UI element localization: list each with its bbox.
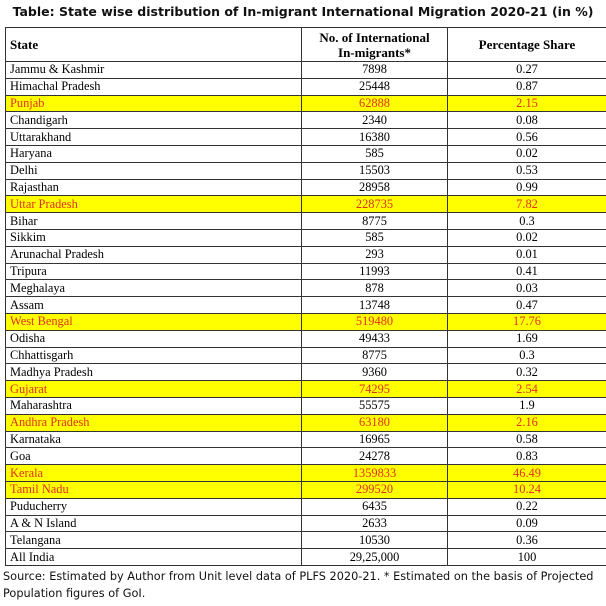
table-row <box>6 263 606 280</box>
table-row <box>6 95 606 112</box>
cell-state: Madhya Pradesh <box>6 364 302 381</box>
cell-count: 6435 <box>302 498 448 515</box>
cell-share: 2.16 <box>448 414 606 431</box>
cell-share: 0.02 <box>448 145 606 162</box>
table-row <box>6 465 606 482</box>
cell-share: 17.76 <box>448 313 606 330</box>
cell-count: 519480 <box>302 313 448 330</box>
cell-share: 2.54 <box>448 381 606 398</box>
header-count-line1: No. of International <box>319 29 430 45</box>
table-row <box>6 213 606 230</box>
cell-count: 13748 <box>302 297 448 314</box>
header-count-line2: In-migrants* <box>338 44 411 60</box>
table-row <box>6 297 606 314</box>
header-count <box>302 28 448 62</box>
source-note <box>3 568 606 602</box>
table-row <box>6 78 606 95</box>
table-row <box>6 347 606 364</box>
cell-state: Haryana <box>6 145 302 162</box>
cell-count: 8775 <box>302 347 448 364</box>
cell-count: 24278 <box>302 448 448 465</box>
cell-state: Meghalaya <box>6 280 302 297</box>
table-row <box>6 196 606 213</box>
table-row <box>6 414 606 431</box>
cell-share: 0.56 <box>448 129 606 146</box>
cell-state: Kerala <box>6 465 302 482</box>
table-row <box>6 313 606 330</box>
table-row <box>6 246 606 263</box>
cell-state: Punjab <box>6 95 302 112</box>
cell-state: Goa <box>6 448 302 465</box>
migration-table <box>5 27 606 566</box>
cell-state: Bihar <box>6 213 302 230</box>
cell-share: 0.99 <box>448 179 606 196</box>
cell-count: 2633 <box>302 515 448 532</box>
cell-share: 0.83 <box>448 448 606 465</box>
cell-state: Maharashtra <box>6 397 302 414</box>
cell-share: 0.03 <box>448 280 606 297</box>
cell-state: Telangana <box>6 532 302 549</box>
header-state: State <box>6 28 302 62</box>
cell-share: 1.69 <box>448 330 606 347</box>
cell-count: 2340 <box>302 112 448 129</box>
cell-count: 29,25,000 <box>302 549 448 566</box>
cell-count: 15503 <box>302 162 448 179</box>
cell-share: 0.08 <box>448 112 606 129</box>
cell-share: 0.87 <box>448 78 606 95</box>
cell-count: 63180 <box>302 414 448 431</box>
cell-share: 0.53 <box>448 162 606 179</box>
cell-share: 7.82 <box>448 196 606 213</box>
cell-share: 0.09 <box>448 515 606 532</box>
cell-state: Andhra Pradesh <box>6 414 302 431</box>
cell-count: 878 <box>302 280 448 297</box>
cell-state: Assam <box>6 297 302 314</box>
cell-state: Jammu & Kashmir <box>6 62 302 79</box>
cell-share: 0.36 <box>448 532 606 549</box>
cell-state: Tamil Nadu <box>6 481 302 498</box>
source-line-1: Source: Estimated by Author from Unit level data of PLFS 2020-21. * Estimated on the basis of Projected <box>3 570 594 583</box>
cell-state: Uttarakhand <box>6 129 302 146</box>
cell-count: 28958 <box>302 179 448 196</box>
cell-share: 1.9 <box>448 397 606 414</box>
table-row <box>6 129 606 146</box>
cell-share: 0.41 <box>448 263 606 280</box>
cell-state: Puducherry <box>6 498 302 515</box>
source-line-2: Population figures of GoI. <box>3 587 146 600</box>
cell-share: 0.32 <box>448 364 606 381</box>
cell-share: 0.3 <box>448 347 606 364</box>
cell-count: 16380 <box>302 129 448 146</box>
table-row <box>6 145 606 162</box>
cell-state: All India <box>6 549 302 566</box>
cell-share: 0.01 <box>448 246 606 263</box>
cell-state: Tripura <box>6 263 302 280</box>
table-row <box>6 515 606 532</box>
cell-count: 10530 <box>302 532 448 549</box>
table-body <box>6 62 606 566</box>
table-row <box>6 162 606 179</box>
cell-count: 1359833 <box>302 465 448 482</box>
cell-share: 0.27 <box>448 62 606 79</box>
cell-share: 0.47 <box>448 297 606 314</box>
cell-state: West Bengal <box>6 313 302 330</box>
table-row <box>6 498 606 515</box>
cell-share: 0.58 <box>448 431 606 448</box>
cell-state: Himachal Pradesh <box>6 78 302 95</box>
cell-count: 55575 <box>302 397 448 414</box>
cell-state: A & N Island <box>6 515 302 532</box>
cell-share: 0.02 <box>448 229 606 246</box>
cell-count: 9360 <box>302 364 448 381</box>
table-row <box>6 112 606 129</box>
cell-share: 100 <box>448 549 606 566</box>
cell-state: Gujarat <box>6 381 302 398</box>
cell-state: Chandigarh <box>6 112 302 129</box>
cell-count: 8775 <box>302 213 448 230</box>
table-row <box>6 549 606 566</box>
cell-state: Karnataka <box>6 431 302 448</box>
table-row <box>6 364 606 381</box>
cell-state: Rajasthan <box>6 179 302 196</box>
cell-state: Uttar Pradesh <box>6 196 302 213</box>
table-row <box>6 62 606 79</box>
cell-state: Chhattisgarh <box>6 347 302 364</box>
header-row <box>6 28 606 62</box>
cell-share: 46.49 <box>448 465 606 482</box>
table-row <box>6 330 606 347</box>
cell-count: 49433 <box>302 330 448 347</box>
header-share: Percentage Share <box>448 28 606 62</box>
cell-count: 74295 <box>302 381 448 398</box>
table-row <box>6 381 606 398</box>
cell-count: 299520 <box>302 481 448 498</box>
cell-count: 25448 <box>302 78 448 95</box>
table-row <box>6 481 606 498</box>
cell-state: Odisha <box>6 330 302 347</box>
cell-count: 16965 <box>302 431 448 448</box>
cell-count: 293 <box>302 246 448 263</box>
table-row <box>6 229 606 246</box>
cell-share: 10.24 <box>448 481 606 498</box>
table-row <box>6 280 606 297</box>
cell-count: 11993 <box>302 263 448 280</box>
cell-state: Arunachal Pradesh <box>6 246 302 263</box>
table-row <box>6 532 606 549</box>
table-row <box>6 397 606 414</box>
cell-state: Sikkim <box>6 229 302 246</box>
cell-share: 0.22 <box>448 498 606 515</box>
cell-count: 62888 <box>302 95 448 112</box>
table-row <box>6 179 606 196</box>
cell-count: 228735 <box>302 196 448 213</box>
table-row <box>6 448 606 465</box>
cell-state: Delhi <box>6 162 302 179</box>
cell-count: 7898 <box>302 62 448 79</box>
cell-share: 2.15 <box>448 95 606 112</box>
table-title: Table: State wise distribution of In-migrant International Migration 2020-21 (in %) <box>12 4 594 19</box>
cell-count: 585 <box>302 229 448 246</box>
table-row <box>6 431 606 448</box>
cell-share: 0.3 <box>448 213 606 230</box>
cell-count: 585 <box>302 145 448 162</box>
